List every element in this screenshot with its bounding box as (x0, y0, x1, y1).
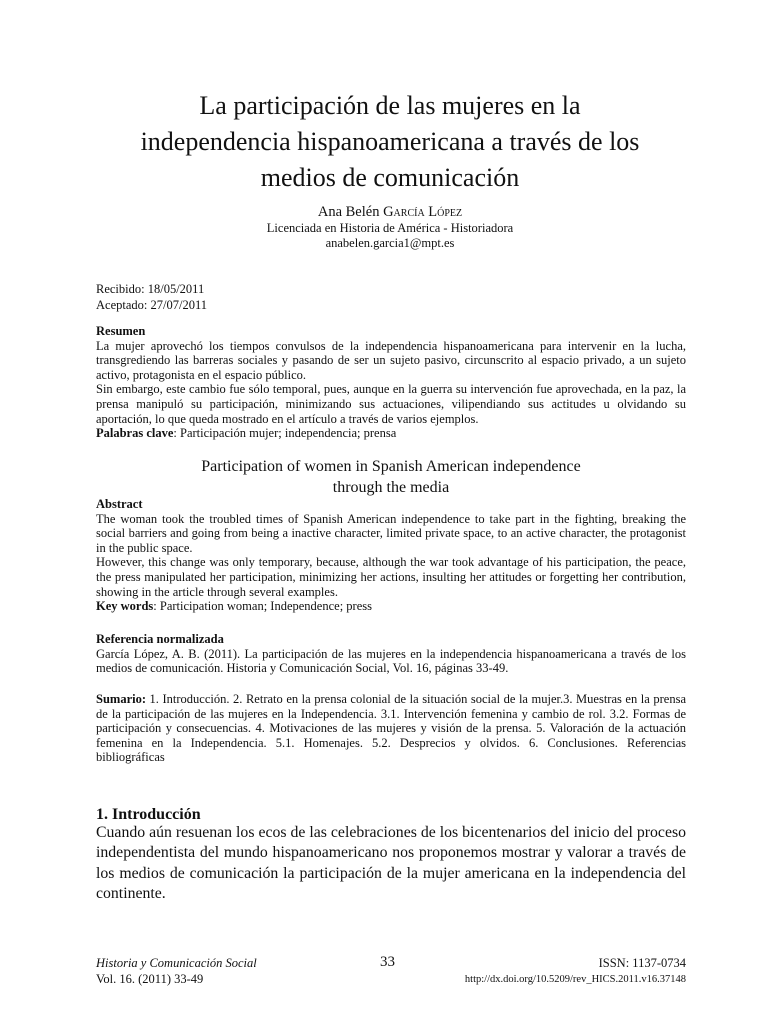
keywords-label: Palabras clave (96, 426, 174, 441)
author-name (90, 203, 690, 221)
journal-volume: Vol. 16. (2011) 33-49 (96, 971, 204, 986)
author-given-name: Ana Belén (317, 204, 380, 220)
title-line-3: medios de comunicación (260, 163, 520, 192)
abstract-keywords (96, 599, 686, 614)
resumen-section (96, 324, 686, 441)
reference-heading: Referencia normalizada (96, 632, 224, 646)
introduction-heading: 1. Introducción (96, 806, 201, 823)
footer-identifiers (400, 956, 686, 987)
doi-link[interactable]: http://dx.doi.org/10.5209/rev_HICS.2011.v16.37148 (464, 973, 686, 985)
page-number: 33 (380, 954, 395, 970)
english-title-line-2: through the media (332, 479, 450, 496)
abstract-paragraph-2: However, this change was only temporary, because, although the war took advantage of his participation, the peace, the press manipulated her participation, minimizing her actions, insulting her attitudes or forgetting her contribution, showing in the article through several examples. (96, 555, 686, 599)
article-title (80, 88, 700, 196)
english-title-line-1: Participation of women in Spanish American independence (201, 458, 581, 475)
resumen-keywords (96, 426, 686, 441)
journal-name: Historia y Comunicación Social (96, 956, 257, 970)
resumen-paragraph-2: Sin embargo, este cambio fue sólo temporal, pues, aunque en la guerra su intervención fue aprovechada, en la paz, la prensa manipuló su participación, minimizando sus actuaciones, vilipendiando sus actitudes u olvidando su aportación, lo que queda mostrado en el artículo a través de varios ejemplos. (96, 382, 686, 426)
sumario-label: Sumario: (96, 692, 146, 706)
resumen-paragraph-1: La mujer aprovechó los tiempos convulsos de la independencia hispanoamericana para intervenir en la lucha, transgrediendo las barreras sociales y pasando de ser un sujeto pasivo, circunscrito al espacio privado, a un sujeto activo, protagonista en el espacio público. (96, 338, 686, 382)
sumario-section (96, 692, 686, 765)
title-line-2: independencia hispanoamericana a través de los (140, 127, 640, 156)
sumario-body: 1. Introducción. 2. Retrato en la prensa colonial de la situación social de la mujer.3. Muestras en la prensa de la participación de las mujeres en la Independencia. 3.1. Intervención femenina y cambio de rol. 3.2. Formas de participación y consecuencias. 4. Motivaciones de las mujeres y visión de la prensa. 5. Valoración de la actuación femenina en la Independencia. 5.1. Homenajes. 5.2. Desprecios y olvidos. 6. Conclusiones. Referencias bibliográficas (96, 692, 686, 765)
footer-journal-info (96, 956, 257, 987)
sumario-text (96, 692, 686, 765)
author-email: anabelen.garcia1@mpt.es (325, 236, 455, 250)
reference-section (96, 632, 686, 676)
submission-dates (96, 282, 207, 313)
accepted-date: Aceptado: 27/07/2011 (96, 297, 207, 312)
received-date: Recibido: 18/05/2011 (96, 282, 205, 296)
introduction-section (96, 823, 686, 905)
english-title (96, 456, 686, 498)
title-line-1: La participación de las mujeres en la (199, 91, 581, 120)
key-words-text: : Participation woman; Independence; press (153, 599, 372, 614)
abstract-heading: Abstract (96, 497, 143, 511)
introduction-paragraph: Cuando aún resuenan los ecos de las celebraciones de los bicentenarios del inicio del proceso independentista del mundo hispanoamericano nos proponemos mostrar y valorar a través de los medios de comunicación la participación de la mujer americana en la independencia del continente. (96, 824, 686, 903)
author-affiliation: Licenciada en Historia de América - Historiadora (266, 221, 514, 235)
abstract-section (96, 497, 686, 614)
key-words-label: Key words (96, 599, 154, 614)
resumen-heading: Resumen (96, 324, 146, 338)
keywords-text: : Participación mujer; independencia; prensa (173, 426, 397, 441)
abstract-paragraph-1: The woman took the troubled times of Spanish American independence to take part in the fighting, breaking the social barriers and going from being a inactive character, limited private space, to an active character, the protagonist in the public space. (96, 511, 686, 555)
issn: ISSN: 1137-0734 (598, 956, 686, 970)
reference-text: García López, A. B. (2011). La participación de las mujeres en la independencia hispanoamericana a través de los medios de comunicación. Historia y Comunicación Social, Vol. 16, páginas 33-49. (96, 646, 686, 676)
author-family-name: García López (383, 204, 463, 220)
